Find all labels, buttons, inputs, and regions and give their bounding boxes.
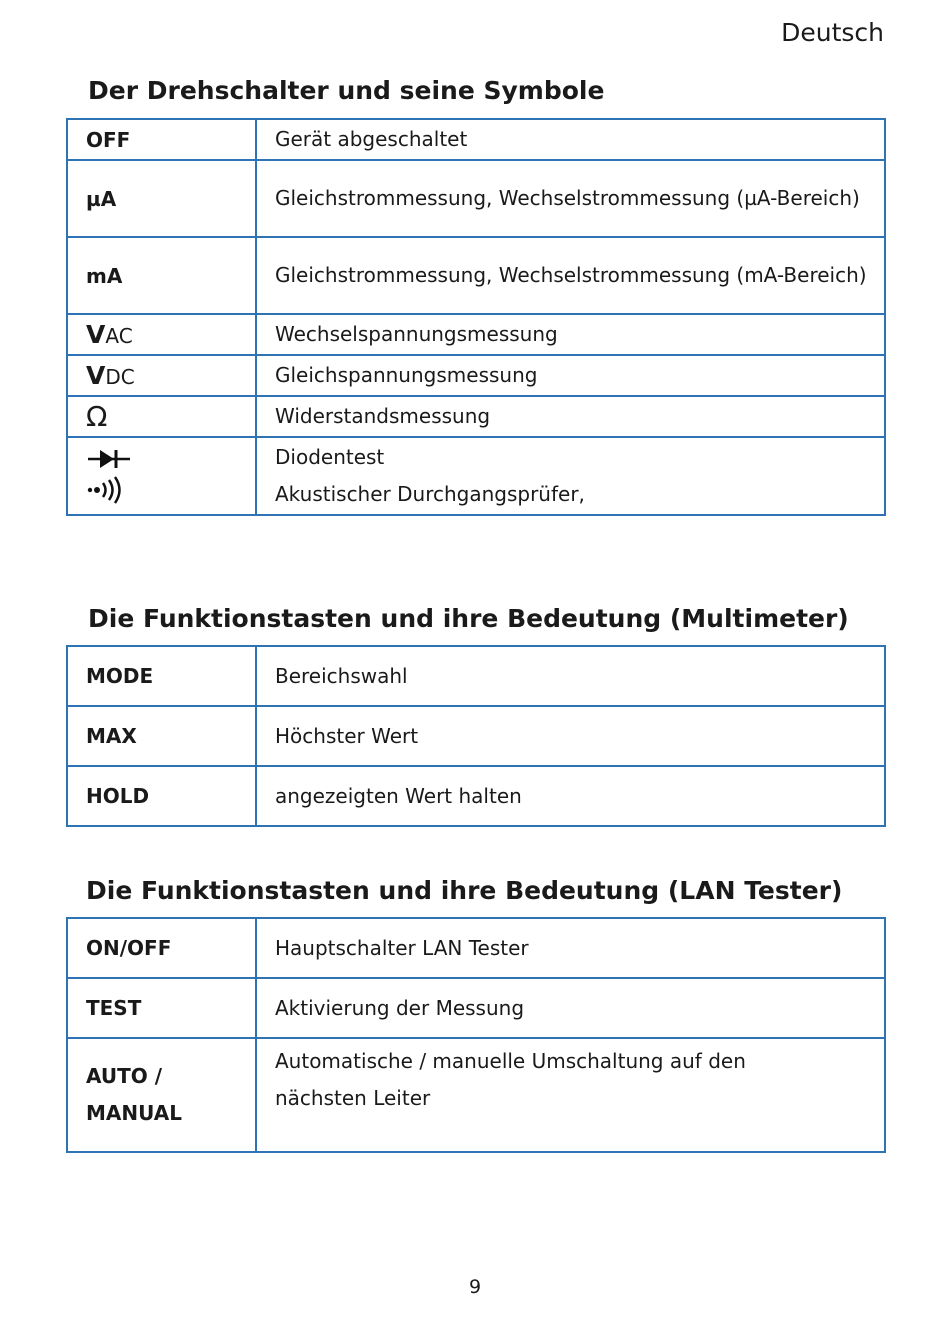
switch-symbol-vac [67,314,256,355]
ac-suffix: AC [105,324,133,348]
switch-description [256,437,885,515]
key-max: MAX [67,706,256,766]
key-description: Höchster Wert [256,706,885,766]
table-row [67,119,885,160]
page-number: 9 [468,1276,482,1298]
switch-symbol-milliamp: mA [67,237,256,314]
table-row [67,237,885,314]
section-title-multimeter-keys: Die Funktionstasten und ihre Bedeutung (Multimeter) [88,604,849,633]
table-row [67,918,885,978]
auto-manual-text-line2: nächsten Leiter [275,1086,431,1110]
key-description [256,1038,885,1152]
key-mode: MODE [67,646,256,706]
switch-symbol-off: OFF [67,119,256,160]
table-row [67,355,885,396]
key-description: angezeigten Wert halten [256,766,885,826]
language-label: Deutsch [781,18,884,47]
key-test: TEST [67,978,256,1038]
table-row [67,396,885,437]
switch-description: Gleichstrommessung, Wechselstrommessung (mA-Bereich) [256,237,885,314]
table-row [67,766,885,826]
key-description: Bereichswahl [256,646,885,706]
table-row [67,314,885,355]
dc-suffix: DC [105,365,135,389]
key-auto-label: AUTO / [86,1064,163,1088]
diode-test-text: Diodentest [275,445,385,469]
key-description: Hauptschalter LAN Tester [256,918,885,978]
key-manual-label: MANUAL [86,1101,182,1125]
diode-icon [86,447,134,471]
section-title-rotary-switch: Der Drehschalter und seine Symbole [88,76,605,105]
switch-symbol-microamp: µA [67,160,256,237]
continuity-icon [86,475,126,505]
multimeter-keys-table [66,645,886,827]
auto-manual-text-line1: Automatische / manuelle Umschaltung auf den [275,1049,746,1073]
switch-symbol-ohm [67,396,256,437]
key-on-off: ON/OFF [67,918,256,978]
switch-description: Gerät abgeschaltet [256,119,885,160]
table-row [67,437,885,515]
table-row [67,646,885,706]
switch-description: Gleichspannungsmessung [256,355,885,396]
section-title-lan-tester-keys: Die Funktionstasten und ihre Bedeutung (LAN Tester) [86,876,843,905]
lan-tester-keys-table [66,917,886,1153]
switch-description: Gleichstrommessung, Wechselstrommessung (µA-Bereich) [256,160,885,237]
table-row [67,1038,885,1152]
ohm-symbol: Ω [86,400,108,433]
continuity-test-text: Akustischer Durchgangsprüfer, [275,482,585,506]
key-auto-manual [67,1038,256,1152]
switch-symbol-diode-continuity [67,437,256,515]
switch-description: Widerstandsmessung [256,396,885,437]
rotary-switch-table [66,118,886,516]
table-row [67,978,885,1038]
switch-symbol-vdc [67,355,256,396]
volt-symbol: V [86,320,106,349]
volt-symbol: V [86,361,106,390]
key-hold: HOLD [67,766,256,826]
table-row [67,706,885,766]
switch-description: Wechselspannungsmessung [256,314,885,355]
table-row [67,160,885,237]
key-description: Aktivierung der Messung [256,978,885,1038]
